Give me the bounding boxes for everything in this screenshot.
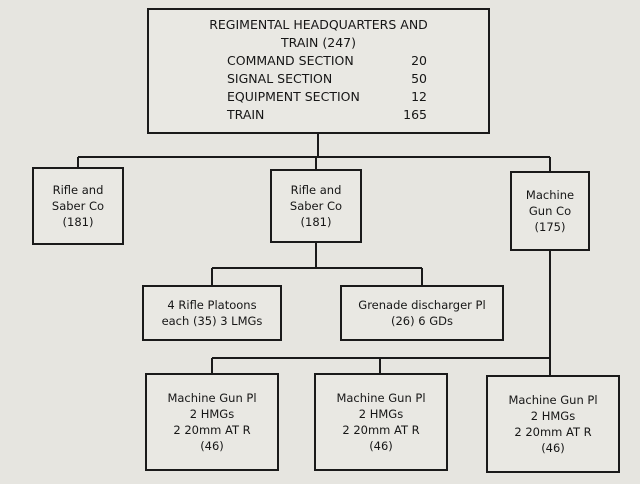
- company-label-line: Rifle and: [52, 183, 104, 197]
- grenade-discharger-platoon-box: [340, 285, 504, 341]
- machine-gun-company-box: [510, 171, 590, 251]
- platoon-weapons: 2 20mm AT R: [514, 425, 592, 439]
- regimental-hq-box: [147, 8, 490, 134]
- company-strength: (175): [534, 220, 566, 234]
- sub-unit-label: 4 Rifle Platoons: [167, 298, 257, 312]
- hq-section-value: 50: [411, 71, 427, 86]
- hq-section-row: [227, 106, 427, 124]
- hq-section-label: SIGNAL SECTION: [227, 71, 333, 86]
- hq-title-line2: TRAIN (247): [281, 35, 356, 50]
- platoon-label: Machine Gun Pl: [336, 391, 426, 405]
- hq-section-row: [227, 52, 427, 70]
- hq-section-label: COMMAND SECTION: [227, 53, 354, 68]
- company-label-line: Rifle and: [290, 183, 342, 197]
- hq-section-label: EQUIPMENT SECTION: [227, 89, 360, 104]
- rifle-saber-company-box: [32, 167, 124, 245]
- hq-section-label: TRAIN: [227, 107, 265, 122]
- platoon-strength: (46): [541, 441, 565, 455]
- sub-unit-label: Grenade discharger Pl: [358, 298, 486, 312]
- hq-section-value: 165: [403, 107, 427, 122]
- sub-unit-detail: each (35) 3 LMGs: [161, 314, 263, 328]
- platoon-weapons: 2 HMGs: [358, 407, 404, 421]
- machine-gun-platoon-box: [486, 375, 620, 473]
- machine-gun-platoon-box: [314, 373, 448, 471]
- platoon-weapons: 2 20mm AT R: [173, 423, 251, 437]
- hq-section-value: 12: [411, 89, 427, 104]
- hq-title-line1: REGIMENTAL HEADQUARTERS AND: [209, 17, 428, 32]
- platoon-label: Machine Gun Pl: [508, 393, 598, 407]
- platoon-label: Machine Gun Pl: [167, 391, 257, 405]
- platoon-strength: (46): [200, 439, 224, 453]
- machine-gun-platoon-box: [145, 373, 279, 471]
- platoon-weapons: 2 HMGs: [530, 409, 576, 423]
- company-strength: (181): [300, 215, 332, 229]
- company-label-line: Machine: [525, 188, 575, 202]
- hq-section-row: [227, 70, 427, 88]
- sub-unit-detail: (26) 6 GDs: [391, 314, 453, 328]
- company-label-line: Saber Co: [51, 199, 105, 213]
- platoon-weapons: 2 20mm AT R: [342, 423, 420, 437]
- company-strength: (181): [62, 215, 94, 229]
- platoon-weapons: 2 HMGs: [189, 407, 235, 421]
- rifle-platoons-box: [142, 285, 282, 341]
- hq-section-row: [227, 88, 427, 106]
- hq-section-value: 20: [411, 53, 427, 68]
- company-label-line: Saber Co: [289, 199, 343, 213]
- rifle-saber-company-box: [270, 169, 362, 243]
- company-label-line: Gun Co: [528, 204, 572, 218]
- platoon-strength: (46): [369, 439, 393, 453]
